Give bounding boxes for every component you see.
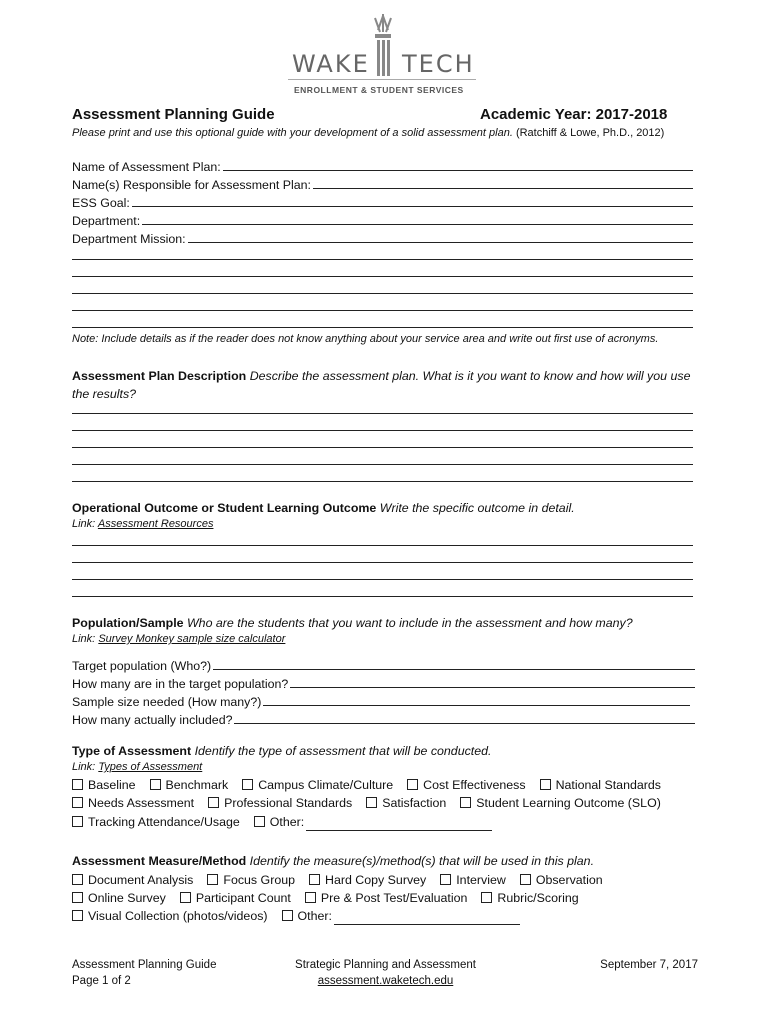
checkbox-label: Tracking Attendance/Usage — [88, 815, 240, 829]
checkbox-label: Baseline — [88, 778, 136, 792]
checkbox-cost-effectiveness[interactable] — [407, 776, 525, 794]
checkbox-observation[interactable] — [520, 871, 603, 889]
ess-goal-field[interactable] — [132, 206, 693, 207]
checkbox-icon — [242, 779, 253, 790]
type-prompt: Identify the type of assessment that will be conducted. — [194, 744, 492, 758]
checkbox-label: Document Analysis — [88, 873, 194, 887]
checkbox-icon — [72, 779, 83, 790]
sample-size-calculator-link[interactable]: Survey Monkey sample size calculator — [98, 633, 286, 645]
checkbox-participant-count[interactable] — [180, 889, 291, 907]
checkbox-label: Cost Effectiveness — [423, 778, 526, 792]
checkbox-professional-standards[interactable] — [208, 794, 352, 812]
description-line[interactable] — [72, 481, 693, 482]
checkbox-label: Participant Count — [195, 891, 291, 905]
type-link-label: Link: — [72, 761, 96, 773]
footer-doc-title: Assessment Planning Guide — [72, 959, 217, 971]
checkbox-pre-post-test[interactable] — [305, 889, 467, 907]
description-line[interactable] — [72, 447, 693, 448]
checkbox-icon — [72, 892, 83, 903]
footer-page-number: Page 1 of 2 — [72, 975, 131, 987]
population-count-field[interactable] — [290, 687, 695, 688]
checkbox-icon — [208, 797, 219, 808]
page-title: Assessment Planning Guide — [72, 106, 275, 123]
checkbox-label: Rubric/Scoring — [497, 891, 579, 905]
checkbox-focus-group[interactable] — [207, 871, 295, 889]
description-prompt: Describe the assessment plan. What is it you want to know and how will you use the results? — [72, 369, 691, 401]
description-line[interactable] — [72, 413, 693, 414]
footer-date: September 7, 2017 — [600, 959, 698, 971]
checkbox-label: National Standards — [555, 778, 661, 792]
checkbox-icon — [440, 874, 451, 885]
measure-other-field[interactable] — [334, 912, 520, 925]
checkbox-document-analysis[interactable] — [72, 871, 193, 889]
checkbox-label: Benchmark — [165, 778, 229, 792]
outcome-line[interactable] — [72, 579, 693, 580]
checkbox-label: Observation — [535, 873, 603, 887]
checkbox-type-other[interactable] — [254, 813, 492, 831]
plan-name-label: Name of Assessment Plan: — [72, 160, 221, 174]
checkbox-label: Campus Climate/Culture — [258, 778, 394, 792]
checkbox-label: Other: — [269, 815, 305, 829]
checkbox-icon — [72, 874, 83, 885]
target-population-field[interactable] — [213, 669, 695, 670]
checkbox-label: Professional Standards — [224, 796, 353, 810]
footer-office: Strategic Planning and Assessment — [295, 959, 476, 971]
checkbox-hard-copy-survey[interactable] — [309, 871, 426, 889]
checkbox-visual-collection[interactable] — [72, 907, 268, 925]
checkbox-icon — [305, 892, 316, 903]
mission-label: Department Mission: — [72, 232, 186, 246]
checkbox-icon — [180, 892, 191, 903]
checkbox-slo[interactable] — [460, 794, 661, 812]
checkbox-label: Student Learning Outcome (SLO) — [476, 796, 661, 810]
checkbox-icon — [207, 874, 218, 885]
checkbox-online-survey[interactable] — [72, 889, 166, 907]
torch-icon — [366, 12, 400, 78]
checkbox-icon — [72, 816, 83, 827]
mission-line[interactable] — [72, 327, 693, 328]
checkbox-label: Needs Assessment — [88, 796, 195, 810]
department-field[interactable] — [142, 224, 693, 225]
responsible-field[interactable] — [313, 188, 693, 189]
checkbox-rubric-scoring[interactable] — [481, 889, 578, 907]
outcome-heading: Operational Outcome or Student Learning Outcome — [72, 501, 377, 515]
checkbox-icon — [407, 779, 418, 790]
checkbox-icon — [282, 910, 293, 921]
checkbox-label: Online Survey — [88, 891, 166, 905]
checkbox-label: Interview — [456, 873, 506, 887]
checkbox-needs-assessment[interactable] — [72, 794, 194, 812]
checkbox-icon — [72, 797, 83, 808]
checkbox-measure-other[interactable] — [282, 907, 520, 925]
logo-subtitle: ENROLLMENT & STUDENT SERVICES — [294, 85, 464, 95]
checkbox-label: Hard Copy Survey — [325, 873, 427, 887]
checkbox-icon — [540, 779, 551, 790]
sample-size-label: Sample size needed (How many?) — [72, 695, 262, 709]
target-population-label: Target population (Who?) — [72, 659, 212, 673]
types-of-assessment-link[interactable]: Types of Assessment — [98, 761, 203, 773]
description-heading: Assessment Plan Description — [72, 369, 247, 383]
checkbox-satisfaction[interactable] — [366, 794, 446, 812]
measure-prompt: Identify the measure(s)/method(s) that will be used in this plan. — [249, 854, 595, 868]
included-count-label: How many actually included? — [72, 713, 233, 727]
logo-wake: WAKE — [292, 50, 370, 78]
academic-year: Academic Year: 2017-2018 — [480, 106, 668, 123]
checkbox-label: Pre & Post Test/Evaluation — [320, 891, 468, 905]
checkbox-icon — [72, 910, 83, 921]
checkbox-icon — [481, 892, 492, 903]
population-prompt: Who are the students that you want to include in the assessment and how many? — [186, 616, 633, 630]
assessment-resources-link[interactable]: Assessment Resources — [97, 518, 214, 530]
checkbox-tracking-attendance[interactable] — [72, 813, 240, 831]
outcome-line[interactable] — [72, 562, 693, 563]
mission-line[interactable] — [72, 259, 693, 260]
checkbox-icon — [309, 874, 320, 885]
checkbox-icon — [520, 874, 531, 885]
checkbox-label: Focus Group — [223, 873, 295, 887]
checkbox-baseline[interactable] — [72, 776, 136, 794]
department-label: Department: — [72, 214, 141, 228]
checkbox-label: Satisfaction — [382, 796, 447, 810]
checkbox-label: Visual Collection (photos/videos) — [88, 909, 268, 923]
outcome-prompt: Write the specific outcome in detail. — [379, 501, 575, 515]
outcome-line[interactable] — [72, 545, 693, 546]
type-heading: Type of Assessment — [72, 744, 192, 758]
population-count-label: How many are in the target population? — [72, 677, 289, 691]
population-link-label: Link: — [72, 633, 96, 645]
checkbox-icon — [460, 797, 471, 808]
checkbox-benchmark[interactable] — [150, 776, 229, 794]
type-other-field[interactable] — [306, 818, 492, 831]
description-line[interactable] — [72, 464, 693, 465]
population-heading: Population/Sample — [72, 616, 184, 630]
included-count-field[interactable] — [234, 723, 695, 724]
logo-tech: TECH — [402, 50, 475, 78]
checkbox-national-standards[interactable] — [540, 776, 661, 794]
intro-text: Please print and use this optional guide with your development of a solid assessment plan. — [72, 127, 513, 139]
description-line[interactable] — [72, 430, 693, 431]
mission-line[interactable] — [72, 276, 693, 277]
intro-citation: (Ratchiff & Lowe, Ph.D., 2012) — [515, 127, 665, 139]
checkbox-campus-climate[interactable] — [242, 776, 393, 794]
ess-goal-label: ESS Goal: — [72, 196, 130, 210]
checkbox-icon — [150, 779, 161, 790]
note-text: Note: Include details as if the reader does not know anything about your service area and write out first use of acronyms. — [72, 333, 659, 345]
outcome-link-label: Link: — [72, 518, 96, 530]
mission-line[interactable] — [72, 310, 693, 311]
outcome-line[interactable] — [72, 596, 693, 597]
wake-tech-logo — [288, 12, 480, 96]
measure-heading: Assessment Measure/Method — [72, 854, 247, 868]
checkbox-interview[interactable] — [440, 871, 506, 889]
sample-size-field[interactable] — [263, 705, 690, 706]
checkbox-icon — [366, 797, 377, 808]
logo-rule — [288, 79, 476, 80]
responsible-label: Name(s) Responsible for Assessment Plan: — [72, 178, 311, 192]
plan-name-field[interactable] — [223, 170, 693, 171]
checkbox-icon — [254, 816, 265, 827]
footer-website-link[interactable]: assessment.waketech.edu — [317, 975, 454, 987]
checkbox-label: Other: — [297, 909, 332, 923]
mission-field[interactable] — [188, 242, 693, 243]
mission-line[interactable] — [72, 293, 693, 294]
